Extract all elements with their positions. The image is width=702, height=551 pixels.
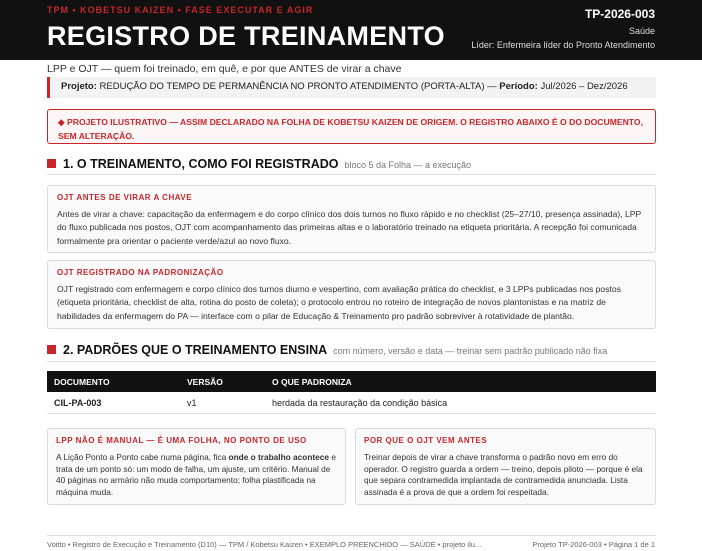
footer-divider: [47, 535, 656, 536]
box-text-part: A Lição Ponto a Ponto cabe numa página, fica: [56, 452, 229, 462]
leader-label: Líder: Enfermeira líder do Pronto Atendimento: [471, 40, 655, 50]
box-label: POR QUE O OJT VEM ANTES: [364, 436, 488, 445]
section-1-note: bloco 5 da Folha — a execução: [344, 160, 472, 170]
footer-left: Voitto • Registro de Execução e Treinamento (D10) — TPM / Kobetsu Kaizen • EXEMPLO PREENCHIDO — SAÚDE • projeto ilu...: [47, 540, 482, 549]
warning-text: PROJETO ILUSTRATIVO — ASSIM DECLARADO NA FOLHA DE KOBETSU KAIZEN DE ORIGEM. O REGISTRO ABAIXO É O DO DOCUMENTO, SEM ALTERAÇÃO.: [58, 117, 643, 141]
project-bar: [47, 77, 656, 98]
sector-label: Saúde: [628, 26, 655, 36]
box-label: LPP NÃO É MANUAL — É UMA FOLHA, NO PONTO DE USO: [56, 436, 307, 445]
training-card-before: [47, 185, 656, 253]
period-label: Período:: [499, 81, 538, 92]
document-id: TP-2026-003: [584, 7, 655, 21]
header-kicker: TPM • KOBETSU KAIZEN • FASE EXECUTAR E AGIR: [47, 5, 314, 15]
card-text: OJT registrado com enfermagem e corpo clínico dos turnos diurno e vespertino, com avaliação prática do checklist, e 3 LPPs publicadas nos postos (etiqueta prioritária, checklist de alta, rotina do posto de coleta); o protocolo entrou no roteiro de integração de novos plantonistas e na matriz de habilidades da enfermagem do PA — interface com o pilar de Educação & Treinamento pro padrão sobreviver à rotatividade de plantão.: [57, 284, 621, 321]
section-marker-icon: [47, 345, 56, 354]
project-value: REDUÇÃO DO TEMPO DE PERMANÊNCIA NO PRONTO ATENDIMENTO (PORTA-ALTA) —: [99, 81, 497, 92]
ojt-info-box: [355, 428, 656, 505]
section-divider: [47, 361, 656, 362]
table-row: [47, 392, 656, 414]
illustrative-warning: [47, 109, 656, 144]
page-subtitle: LPP e OJT — quem foi treinado, em quê, e por que ANTES de virar a chave: [47, 63, 402, 75]
section-2-heading: [47, 343, 607, 357]
box-text: [56, 452, 337, 498]
card-label: OJT REGISTRADO NA PADRONIZAÇÃO: [57, 268, 224, 277]
box-text-part: e trata de um ponto só: um modo de falha, um ajuste, um critério. Manual de 40 páginas no armário não muda comportamento; folha plastificada na máquina muda.: [56, 452, 336, 497]
section-1-heading: [47, 157, 471, 171]
standards-table: [47, 371, 656, 414]
section-2-note: com número, versão e data — treinar sem padrão publicado não fixa: [333, 346, 608, 356]
training-card-standardization: [47, 260, 656, 329]
cell-version: v1: [187, 398, 197, 408]
document-header: [0, 0, 702, 60]
card-text: Antes de virar a chave: capacitação da enfermagem e do corpo clínico dos dois turnos no fluxo rápido e no checklist (25–27/10, presença assinada), LPP do fluxo publicada nos postos, OJT com acompanhamento das primeiras altas e o laboratório treinado na etiqueta prioritária. A recepção foi comunicada formalmente pra orientar o paciente verde/azul ao novo fluxo.: [57, 209, 642, 246]
column-header-version: VERSÃO: [187, 377, 223, 387]
lpp-info-box: [47, 428, 346, 505]
section-1-title: 1. O TREINAMENTO, COMO FOI REGISTRADO: [63, 157, 339, 171]
cell-document: CIL-PA-003: [54, 398, 102, 408]
page-title: REGISTRO DE TREINAMENTO: [47, 21, 445, 51]
box-text-emphasis: onde o trabalho acontece: [228, 452, 330, 462]
table-header: [47, 371, 656, 392]
column-header-standardizes: O QUE PADRONIZA: [272, 377, 352, 387]
diamond-icon: ◆: [58, 117, 65, 127]
column-header-document: DOCUMENTO: [54, 377, 110, 387]
box-text: Treinar depois de virar a chave transforma o padrão novo em erro do operador. O registro guarda a ordem — treino, depois piloto — porque é ela que separa contramedida implantada de contramedida anunciada. Lista assinada é a prova de que a ordem foi respeitada.: [364, 452, 643, 497]
footer-page-info: Projeto TP-2026-003 • Página 1 de 1: [532, 540, 655, 549]
period-value: Jul/2026 – Dez/2026: [540, 81, 628, 92]
section-2-title: 2. PADRÕES QUE O TREINAMENTO ENSINA: [63, 343, 328, 357]
card-label: OJT ANTES DE VIRAR A CHAVE: [57, 193, 193, 202]
section-divider: [47, 174, 656, 175]
section-marker-icon: [47, 159, 56, 168]
project-label: Projeto:: [61, 81, 97, 92]
cell-standardizes: herdada da restauração da condição básica: [272, 398, 448, 408]
